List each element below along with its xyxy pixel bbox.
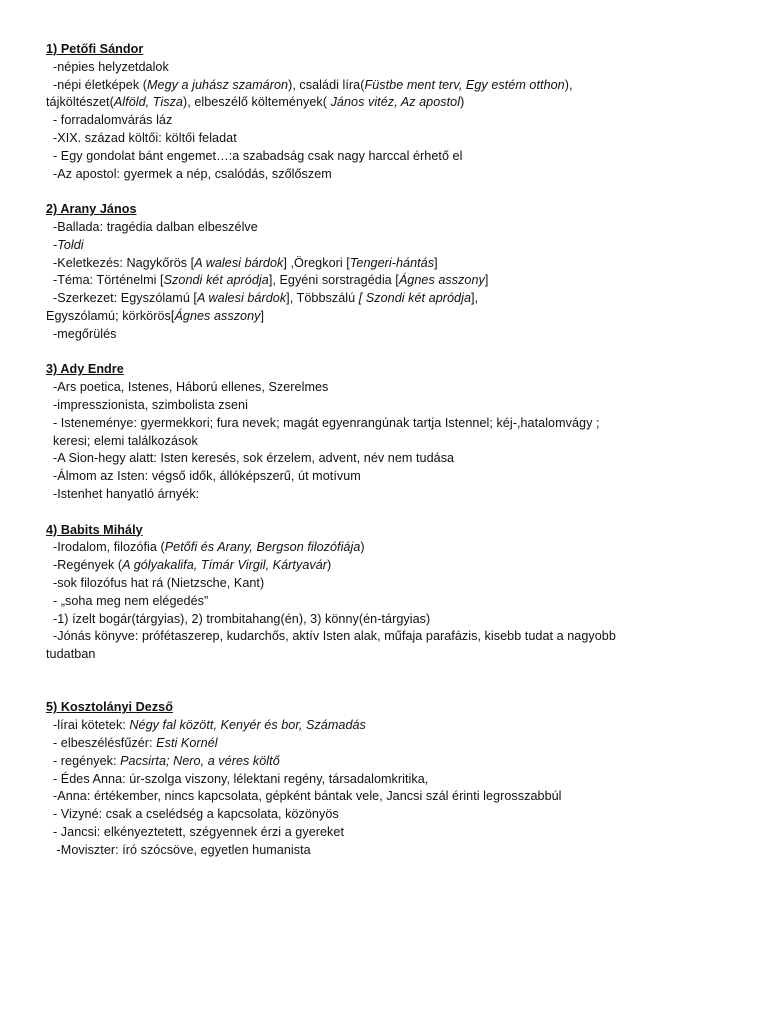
text-line: - regények: Pacsirta; Nero, a véres költő <box>53 753 280 768</box>
text-line: -Álmom az Isten: végső idők, állóképszerű, út motívum <box>53 469 361 484</box>
section-petofi <box>46 41 736 183</box>
text-line: -Ballada: tragédia dalban elbeszélve <box>53 219 258 234</box>
text-line: -Ars poetica, Istenes, Háború ellenes, Szerelmes <box>53 380 329 395</box>
document-page <box>46 41 736 860</box>
text-line: tájköltészet(Alföld, Tisza), elbeszélő költemények( János vitéz, Az apostol) <box>46 95 465 110</box>
text-line: -sok filozófus hat rá (Nietzsche, Kant) <box>53 575 265 590</box>
text-line: -Jónás könyve: prófétaszerep, kudarchős, aktív Isten alak, műfaja parafázis, kisebb tudat a nagyobb <box>53 629 616 644</box>
text-line: -Toldi <box>53 237 84 252</box>
text-line: -Keletkezés: Nagykőrös [A walesi bárdok] ,Öregkori [Tengeri-hántás] <box>53 255 438 270</box>
text-line: - forradalomvárás láz <box>53 113 173 128</box>
text-line: - Jancsi: elkényeztetett, szégyennek érzi a gyereket <box>53 825 345 840</box>
text-line: -impresszionista, szimbolista zseni <box>53 397 248 412</box>
section-kosztolanyi <box>46 699 736 859</box>
text-line: keresi; elemi találkozások <box>53 433 198 448</box>
text-line: -Az apostol: gyermek a nép, csalódás, szőlőszem <box>53 166 332 181</box>
section-babits <box>46 522 736 664</box>
text-line: - Egy gondolat bánt engemet…:a szabadság csak nagy harccal érhető el <box>53 148 463 163</box>
text-line: - elbeszélésfűzér: Esti Kornél <box>53 736 218 751</box>
section-arany <box>46 201 736 343</box>
text-line: -Istenhet hanyatló árnyék: <box>53 486 200 501</box>
section-spacer <box>46 344 736 362</box>
text-line: -1) ízelt bogár(tárgyias), 2) trombitahang(én), 3) könny(én-tárgyias) <box>53 611 431 626</box>
section-spacer <box>46 183 736 201</box>
text-line: -Szerkezet: Egyszólamú [A walesi bárdok], Többszálú [ Szondi két apródja], <box>53 291 479 306</box>
text-line: -Irodalom, filozófia (Petőfi és Arany, Bergson filozófiája) <box>53 540 365 555</box>
text-line: - Isteneménye: gyermekkori; fura nevek; magát egyenrangúnak tartja Istennel; kéj-,hatalomvágy ; <box>53 415 600 430</box>
text-line: - Vizyné: csak a cselédség a kapcsolata, közönyös <box>53 807 339 822</box>
section-heading: 5) Kosztolányi Dezső <box>46 700 173 715</box>
text-line: -népi életképek (Megy a juhász szamáron), családi líra(Füstbe ment terv, Egy estém otthon), <box>53 77 573 92</box>
section-spacer <box>46 664 736 700</box>
text-line: -Anna: értékember, nincs kapcsolata, gépként bántak vele, Jancsi szál érinti legrosszabbúl <box>53 789 562 804</box>
section-heading: 1) Petőfi Sándor <box>46 42 144 56</box>
text-line: -Regények (A gólyakalifa, Tímár Virgil, Kártyavár) <box>53 558 332 573</box>
section-heading: 4) Babits Mihály <box>46 522 143 537</box>
text-line: - „soha meg nem elégedés” <box>53 593 209 608</box>
text-line: - Édes Anna: úr-szolga viszony, lélektani regény, társadalomkritika, <box>53 771 429 786</box>
text-line: Egyszólamú; körkörös[Ágnes asszony] <box>46 308 265 323</box>
section-heading: 3) Ady Endre <box>46 362 124 377</box>
text-line: -népies helyzetdalok <box>53 59 169 74</box>
text-line: -megőrülés <box>53 326 117 341</box>
text-line: -A Sion-hegy alatt: Isten keresés, sok érzelem, advent, név nem tudása <box>53 451 455 466</box>
section-heading: 2) Arany János <box>46 202 137 217</box>
text-line: -Moviszter: író szócsöve, egyetlen humanista <box>53 842 311 857</box>
text-line: -lírai kötetek: Négy fal között, Kenyér és bor, Számadás <box>53 718 366 733</box>
text-line: -XIX. század költői: költői feladat <box>53 130 237 145</box>
text-line: -Téma: Történelmi [Szondi két apródja], Egyéni sorstragédia [Ágnes asszony] <box>53 273 489 288</box>
section-ady <box>46 361 736 503</box>
section-spacer <box>46 504 736 522</box>
text-line: tudatban <box>46 647 96 662</box>
